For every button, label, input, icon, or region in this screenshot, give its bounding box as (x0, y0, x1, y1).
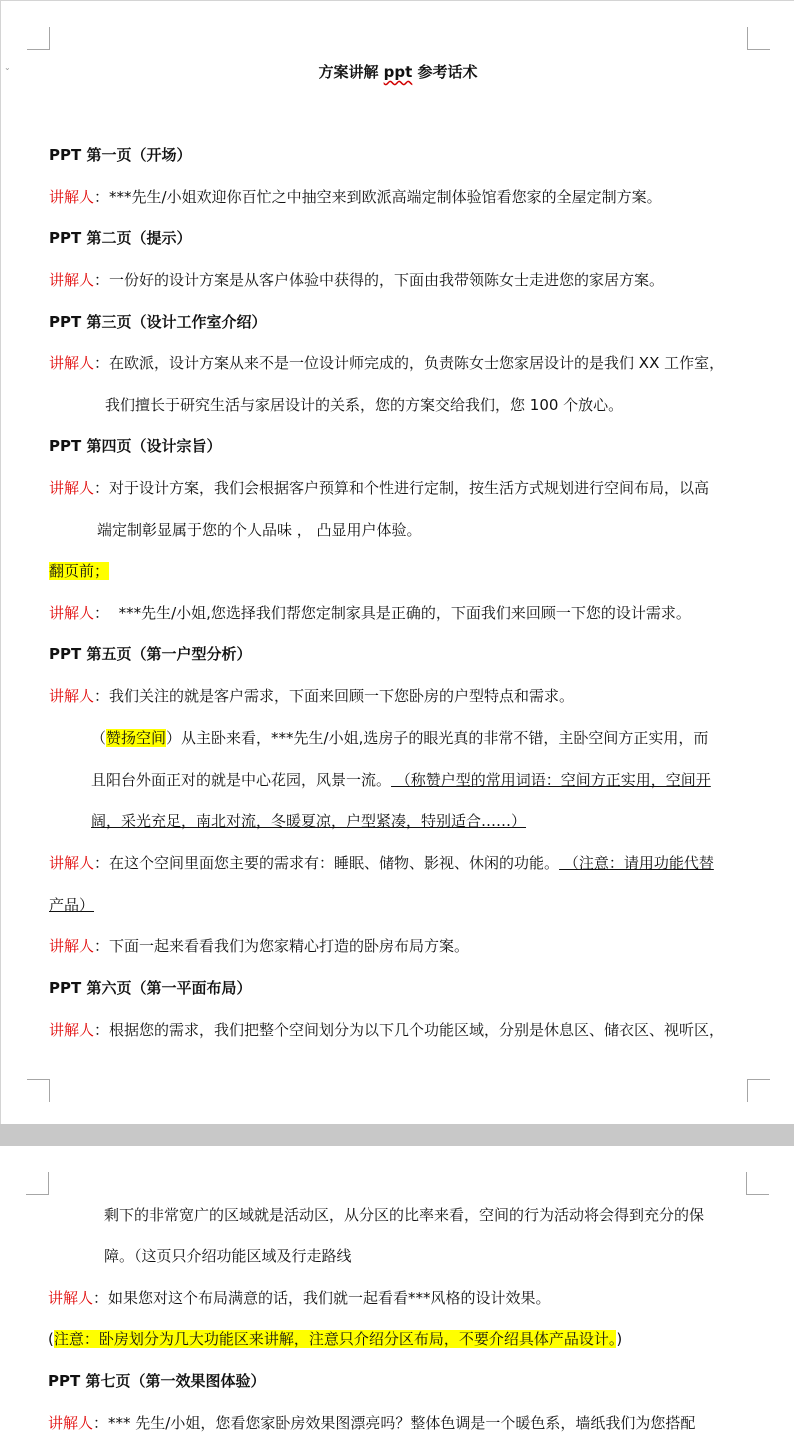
highlight-note: 翻页前； (49, 562, 110, 580)
speaker-line: 讲解人：如果您对这个布局满意的话，我们就一起看看***风格的设计效果。 (48, 1289, 551, 1307)
speaker-label: 讲解人 (49, 188, 95, 206)
margin-corner-top-right (746, 1172, 769, 1195)
section-heading-5: PPT 第五页（第一户型分析） (49, 645, 252, 663)
speaker-line: 讲解人：下面一起来看看我们为您家精心打造的卧房布局方案。 (49, 937, 470, 955)
speaker-label: 讲解人 (49, 479, 95, 497)
section-heading-1: PPT 第一页（开场） (49, 146, 192, 164)
section-heading-2: PPT 第二页（提示） (49, 229, 192, 247)
continuation-line: 障。（这页只介绍功能区域及行走路线 (104, 1247, 352, 1265)
margin-corner-bottom-right (747, 1079, 770, 1102)
margin-corner-top-right (747, 27, 770, 50)
section-heading-4: PPT 第四页（设计宗旨） (49, 437, 222, 455)
speaker-line: 讲解人： ***先生/小姐,您选择我们帮您定制家具是正确的，下面我们来回顾一下您的设计需求。 (49, 604, 691, 622)
speaker-label: 讲解人 (48, 1289, 94, 1307)
speaker-line: 讲解人：在这个空间里面您主要的需求有：睡眠、储物、影视、休闲的功能。 （注意：请用功能代替 (49, 854, 714, 872)
document-page-2 (0, 1146, 794, 1439)
speaker-line: 讲解人：在欧派，设计方案从来不是一位设计师完成的，负责陈女士您家居设计的是我们 XX 工作室， (49, 354, 725, 372)
speaker-label: 讲解人 (49, 687, 95, 705)
speaker-label: 讲解人 (49, 1021, 95, 1039)
continuation-line: 我们擅长于研究生活与家居设计的关系，您的方案交给我们，您 100 个放心。 (105, 396, 624, 414)
speaker-label: 讲解人 (49, 937, 95, 955)
highlight-note: (注意：卧房划分为几大功能区来讲解，注意只介绍分区布局，不要介绍具体产品设计。) (48, 1330, 623, 1348)
speaker-label: 讲解人 (49, 354, 95, 372)
section-heading-3: PPT 第三页（设计工作室介绍） (49, 313, 267, 331)
speaker-line: 讲解人：一份好的设计方案是从客户体验中获得的，下面由我带领陈女士走进您的家居方案。 (49, 271, 665, 289)
continuation-line: 端定制彰显属于您的个人品味 ， 凸显用户体验。 (97, 521, 422, 539)
spellcheck-word: ppt (383, 63, 413, 81)
speaker-label: 讲解人 (49, 854, 95, 872)
section-heading-6: PPT 第六页（第一平面布局） (49, 979, 252, 997)
continuation-line: 剩下的非常宽广的区域就是活动区，从分区的比率来看，空间的行为活动将会得到充分的保 (104, 1206, 705, 1224)
speaker-line: 讲解人：***先生/小姐欢迎你百忙之中抽空来到欧派高端定制体验馆看您家的全屋定制方案。 (49, 188, 662, 206)
page-gap (0, 1124, 794, 1146)
document-title: 方案讲解 ppt 参考话术 (318, 63, 478, 81)
speaker-line: 讲解人：我们关注的就是客户需求，下面来回顾一下您卧房的户型特点和需求。 (49, 687, 575, 705)
praise-highlight: 赞扬空间 (106, 729, 167, 747)
speaker-line: 讲解人：*** 先生/小姐，您看您家卧房效果图漂亮吗？整体色调是一个暖色系，墙纸我们为您搭配 (48, 1414, 696, 1432)
margin-corner-top-left (26, 1172, 49, 1195)
speaker-label: 讲解人 (49, 271, 95, 289)
section-heading-7: PPT 第七页（第一效果图体验） (48, 1372, 266, 1390)
continuation-line: 产品） (49, 896, 95, 914)
margin-corner-top-left (27, 27, 50, 50)
continuation-line: 且阳台外面正对的就是中心花园，风景一流。 （称赞户型的常用词语：空间方正实用，空间开 (91, 771, 711, 789)
anchor-mark: ⌄ (4, 63, 11, 72)
speaker-line: 讲解人：根据您的需求，我们把整个空间划分为以下几个功能区域，分别是休息区、储衣区、视听区， (49, 1021, 725, 1039)
speaker-label: 讲解人 (48, 1414, 94, 1432)
margin-corner-bottom-left (27, 1079, 50, 1102)
speaker-label: 讲解人 (49, 604, 95, 622)
praise-line: （赞扬空间）从主卧来看，***先生/小姐,选房子的眼光真的非常不错，主卧空间方正实用，而 (91, 729, 709, 747)
speaker-line: 讲解人：对于设计方案，我们会根据客户预算和个性进行定制，按生活方式规划进行空间布局，以高 (49, 479, 710, 497)
continuation-line: 阔，采光充足，南北对流，冬暖夏凉，户型紧凑，特别适合……） (91, 812, 527, 830)
